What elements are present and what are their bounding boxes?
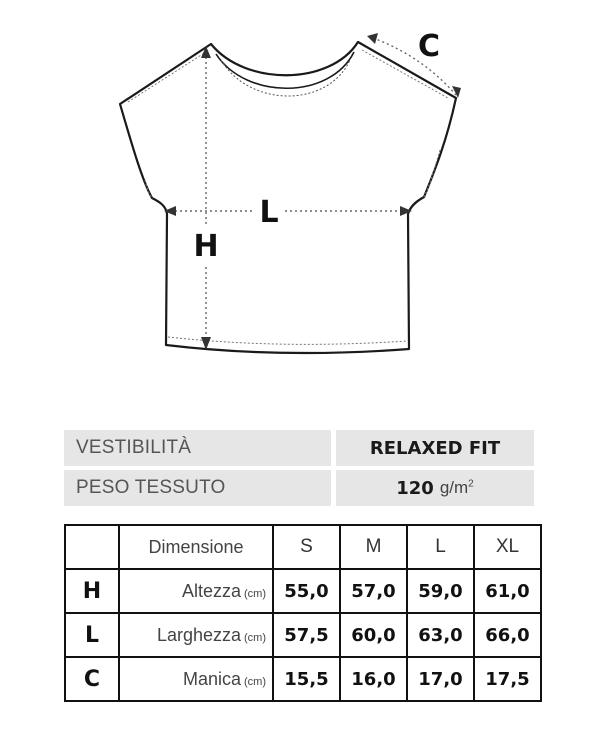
fit-value-cell xyxy=(336,430,534,466)
weight-row xyxy=(64,470,534,506)
sleeve-arrow-top xyxy=(367,33,378,44)
size-s-header: S xyxy=(273,525,340,569)
row-name-larghezza: Larghezza (cm) xyxy=(119,613,273,657)
value-cell: 61,0 xyxy=(474,569,541,613)
width-label: L xyxy=(259,195,279,230)
weight-unit: $g/m^2$ xyxy=(439,478,474,497)
value-cell: 15,5 xyxy=(273,657,340,701)
row-name-altezza: Altezza (cm) xyxy=(119,569,273,613)
height-row xyxy=(65,569,541,613)
size-xl-header: XL xyxy=(474,525,541,569)
row-key-c: C xyxy=(65,657,119,701)
value-cell: 57,5 xyxy=(273,613,340,657)
size-table xyxy=(64,524,542,702)
value-cell: 55,0 xyxy=(273,569,340,613)
sleeve-label: C xyxy=(417,29,441,64)
row-name-manica: Manica (cm) xyxy=(119,657,273,701)
table-corner xyxy=(65,525,119,569)
value-cell: 63,0 xyxy=(407,613,474,657)
value-cell: 16,0 xyxy=(340,657,407,701)
value-cell: 17,0 xyxy=(407,657,474,701)
value-cell: 59,0 xyxy=(407,569,474,613)
fit-row xyxy=(64,430,534,466)
width-row xyxy=(65,613,541,657)
value-cell: 17,5 xyxy=(474,657,541,701)
size-l-header: L xyxy=(407,525,474,569)
weight-label: PESO TESSUTO xyxy=(64,470,331,506)
value-cell: 66,0 xyxy=(474,613,541,657)
fit-value: RELAXED FIT xyxy=(369,437,501,459)
sleeve-row xyxy=(65,657,541,701)
row-key-l: L xyxy=(65,613,119,657)
size-m-header: M xyxy=(340,525,407,569)
fit-label: VESTIBILITÀ xyxy=(64,430,331,466)
row-key-h: H xyxy=(65,569,119,613)
value-cell: 57,0 xyxy=(340,569,407,613)
dimension-header: Dimensione xyxy=(119,525,273,569)
weight-value-cell xyxy=(336,470,534,506)
weight-value: 120 xyxy=(396,477,434,499)
height-label: H xyxy=(193,229,219,264)
value-cell: 60,0 xyxy=(340,613,407,657)
size-header-row xyxy=(65,525,541,569)
